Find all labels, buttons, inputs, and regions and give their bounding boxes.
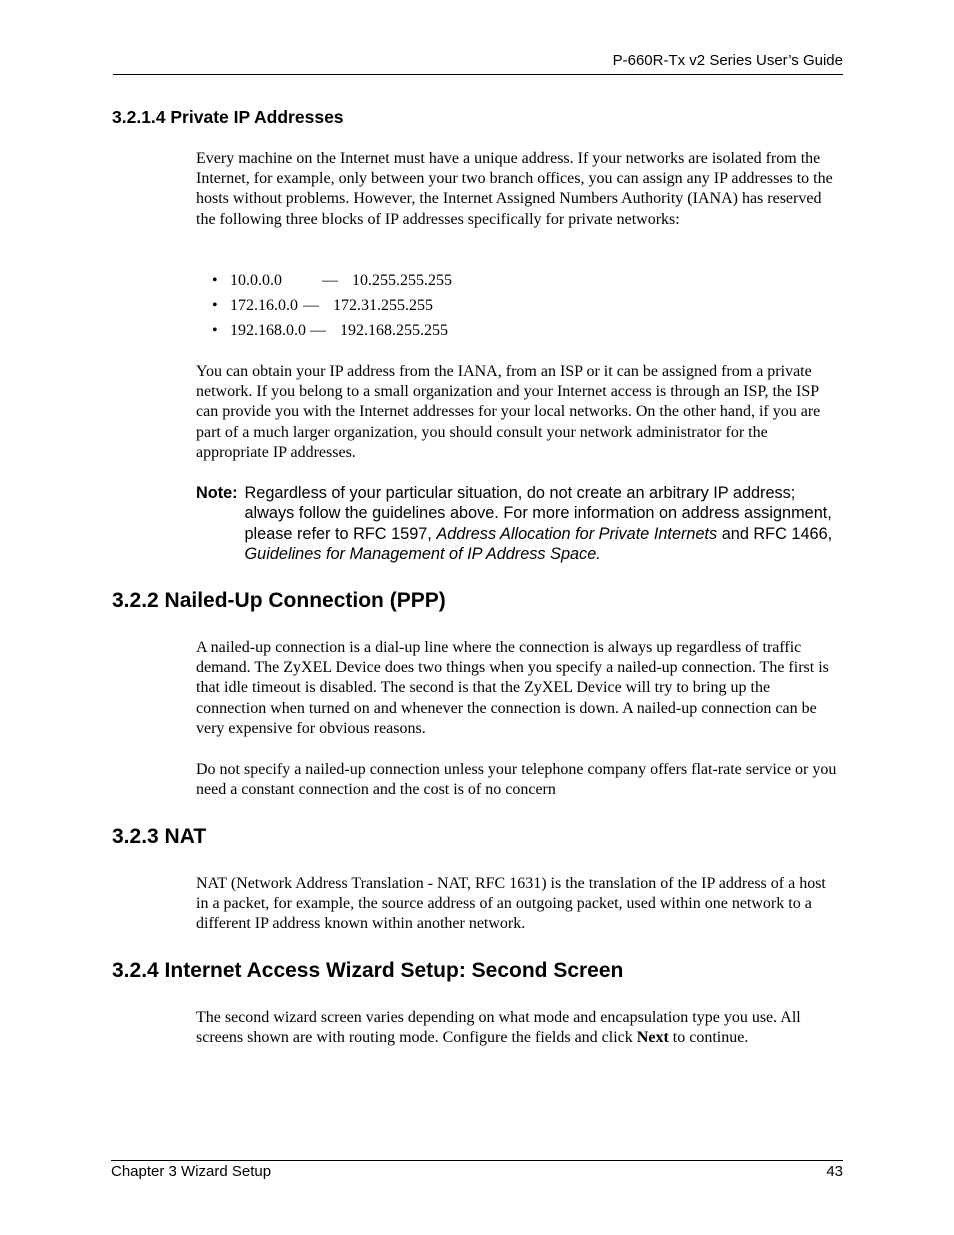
range-start: 192.168.0.0 <box>230 322 306 339</box>
second-screen-text: The second wizard screen varies depending on what mode and encapsulation type you use. All screens shown are with routing mode. Configure the fields and click <box>196 1009 801 1047</box>
paragraph-nailed-up-intro: A nailed-up connection is a dial-up line where the connection is always up regardless of traffic demand. The ZyXEL Device does two things when you specify a nailed-up connection. The first is that idle timeout is disabled. The second is that the ZyXEL Device will try to bring up the connection when turned on and whenever the connection is down. A nailed-up connection can be very expensive for obvious reasons. <box>196 639 829 737</box>
page-footer <box>111 1160 843 1180</box>
range-end: 192.168.255.255 <box>340 322 448 339</box>
note-block <box>196 483 846 564</box>
guide-title: P-660R-Tx v2 Series User’s Guide <box>612 52 843 69</box>
chapter-label: Chapter 3 Wizard Setup <box>111 1163 272 1180</box>
bullet-icon: • <box>212 322 218 339</box>
section-heading-3-2-2: 3.2.2 Nailed-Up Connection (PPP) <box>112 589 446 612</box>
ip-range-list <box>212 271 452 346</box>
range-dash: — <box>303 297 319 314</box>
range-start: 10.0.0.0 <box>230 272 282 289</box>
bullet-icon: • <box>212 272 218 289</box>
section-heading-3-2-4: 3.2.4 Internet Access Wizard Setup: Second Screen <box>112 959 624 982</box>
range-start: 172.16.0.0 <box>230 297 298 314</box>
rfc-1597-title: Address Allocation for Private Internets <box>436 524 718 543</box>
rfc-1466-title: Guidelines for Management of IP Address Space. <box>244 544 601 563</box>
second-screen-text-end: to continue. <box>668 1029 749 1047</box>
section-heading-3-2-1-4: 3.2.1.4 Private IP Addresses <box>112 107 344 127</box>
paragraph-nat: NAT (Network Address Translation - NAT, RFC 1631) is the translation of the IP address of a host in a packet, for example, the source address of an outgoing packet, used within one network to a different IP address known within another network. <box>196 875 826 933</box>
paragraph-second-screen <box>196 1008 841 1048</box>
note-text-part: and RFC 1466, <box>717 524 833 543</box>
next-term: Next <box>636 1029 669 1047</box>
page-number: 43 <box>826 1163 843 1180</box>
note-label: Note: <box>196 484 238 502</box>
paragraph-obtain-ip: You can obtain your IP address from the IANA, from an ISP or it can be assigned from a private network. If you belong to a small organization and your Internet access is through an ISP, the ISP can provide you with the Internet addresses for your local networks. On the other hand, if you are part of a much larger organization, you should consult your network administrator for the appropriate IP addresses. <box>196 363 821 461</box>
list-item <box>212 271 452 296</box>
range-end: 172.31.255.255 <box>333 297 433 314</box>
note-text <box>245 483 847 564</box>
paragraph-nailed-up-warning: Do not specify a nailed-up connection unless your telephone company offers flat-rate service or you need a constant connection and the cost is of no concern <box>196 761 837 799</box>
list-item <box>212 296 452 321</box>
note-text-part: Regardless of your particular situation, do not create an arbitrary IP address; always follow the guidelines above. For more information on address assignment, please refer to RFC 1597, <box>244 484 832 543</box>
range-dash: — <box>310 322 326 339</box>
range-end: 10.255.255.255 <box>352 272 452 289</box>
list-item <box>212 321 452 346</box>
section-heading-3-2-3: 3.2.3 NAT <box>112 825 207 848</box>
range-dash: — <box>322 272 338 289</box>
page-header <box>113 50 843 75</box>
paragraph-private-ip-intro: Every machine on the Internet must have a unique address. If your networks are isolated from the Internet, for example, only between your two branch offices, you can assign any IP addresses to the hosts without problems. However, the Internet Assigned Numbers Authority (IANA) has reserved the following three blocks of IP addresses specifically for private networks: <box>196 150 833 228</box>
bullet-icon: • <box>212 297 218 314</box>
